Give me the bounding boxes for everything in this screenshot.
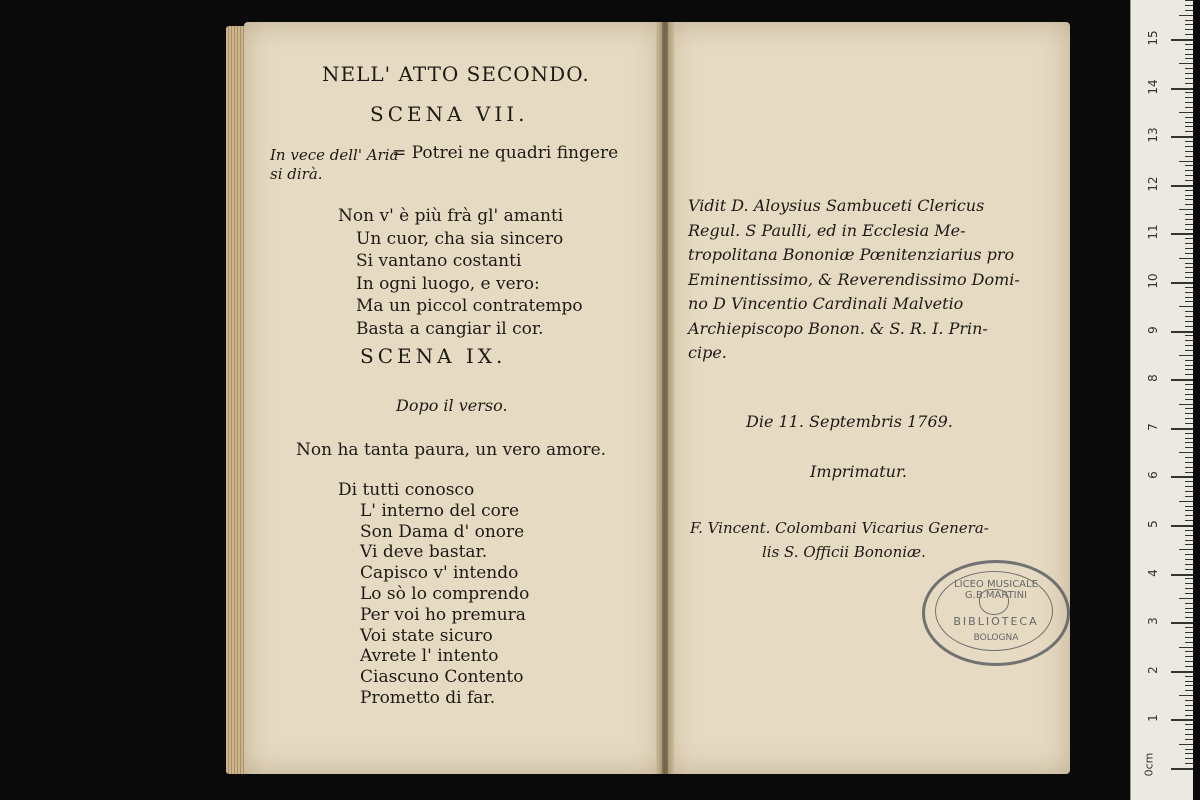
ruler-tick [1185, 588, 1193, 589]
ruler-tick [1171, 622, 1193, 624]
ruler-tick [1179, 404, 1193, 405]
approval-line: Eminentissimo, & Reverendissimo Domi- [688, 269, 1020, 289]
ruler-tick [1185, 151, 1193, 152]
ruler-tick [1185, 612, 1193, 613]
ruler-tick [1185, 49, 1193, 50]
ruler-tick [1185, 345, 1193, 346]
ruler-tick [1185, 705, 1193, 706]
ruler-tick [1185, 97, 1193, 98]
ruler-tick [1185, 311, 1193, 312]
ruler-tick [1185, 365, 1193, 366]
verse-line: Ma un piccol contratempo [356, 296, 583, 316]
ruler-label: 2 [1146, 665, 1160, 674]
ruler-tick [1185, 506, 1193, 507]
ruler-tick [1185, 510, 1193, 511]
ruler-tick [1185, 263, 1193, 264]
ruler-tick [1179, 598, 1193, 599]
ruler-tick [1185, 608, 1193, 609]
verse-block-2 [338, 480, 529, 709]
verse-line: Per voi ho premura [360, 604, 526, 625]
ruler-tick [1185, 238, 1193, 239]
verse-line: Capisco v' intendo [360, 563, 519, 584]
ruler-label: 9 [1146, 325, 1160, 334]
ruler-tick [1179, 647, 1193, 648]
ruler-tick [1185, 423, 1193, 424]
verse-line: Si vantano costanti [356, 251, 522, 271]
verse-line: Avrete l' intento [360, 646, 499, 667]
ruler-tick [1179, 63, 1193, 64]
ruler-tick [1185, 58, 1193, 59]
ruler-tick [1185, 10, 1193, 11]
ruler-tick [1185, 292, 1193, 293]
approval-line: tropolitana Bononiæ Pœnitenziarius pro [688, 245, 1015, 264]
ruler-tick [1185, 491, 1193, 492]
verse-line: Un cuor, cha sia sincero [356, 228, 564, 249]
ruler-tick [1185, 146, 1193, 147]
vicar-line: F. Vincent. Colombani Vicarius Genera- [690, 519, 989, 537]
ruler-tick [1185, 583, 1193, 584]
ruler-tick [1185, 316, 1193, 317]
ruler-tick [1185, 642, 1193, 643]
ruler-tick [1185, 617, 1193, 618]
ruler-tick [1185, 496, 1193, 497]
ruler-tick [1185, 175, 1193, 176]
ruler-tick [1185, 350, 1193, 351]
ruler-tick [1185, 554, 1193, 555]
verse-line: Vi deve bastar. [360, 542, 488, 563]
verse-line: In ogni luogo, e vero: [356, 273, 540, 294]
ruler-tick [1185, 715, 1193, 716]
ruler-tick [1185, 384, 1193, 385]
ruler-tick [1185, 690, 1193, 691]
ruler-tick [1185, 758, 1193, 759]
vicar-line: lis S. Officii Bononiæ. [762, 543, 926, 561]
ruler-tick [1185, 438, 1193, 439]
ruler-tick [1185, 0, 1193, 1]
vicar-signature-block [690, 516, 989, 564]
ruler-label: 11 [1146, 224, 1160, 241]
ruler-tick [1185, 107, 1193, 108]
ruler-tick [1185, 24, 1193, 25]
ruler-tick [1179, 355, 1193, 356]
ruler-tick [1185, 248, 1193, 249]
ruler-tick [1185, 564, 1193, 565]
censor-approval-block [688, 194, 1050, 366]
ruler-tick [1185, 126, 1193, 127]
ruler-tick [1185, 229, 1193, 230]
ruler-tick [1185, 243, 1193, 244]
ruler-tick [1185, 44, 1193, 45]
ruler-tick [1185, 83, 1193, 84]
aria-note-title: = Potrei ne quadri fingere [392, 143, 619, 163]
verse-line: Lo sò lo comprendo [360, 583, 530, 604]
ruler-tick [1185, 559, 1193, 560]
ruler-tick [1179, 501, 1193, 502]
ruler-tick [1185, 78, 1193, 79]
ruler-tick [1171, 476, 1193, 478]
ruler-tick [1185, 700, 1193, 701]
book-gutter [656, 22, 674, 774]
ruler-label: 5 [1146, 520, 1160, 528]
ruler-tick [1171, 379, 1193, 381]
ruler-tick [1185, 685, 1193, 686]
ruler-tick [1185, 335, 1193, 336]
ruler-label: 4 [1146, 568, 1160, 577]
ruler-tick [1185, 544, 1193, 545]
approval-line: Archiepiscopo Bonon. & S. R. I. Prin- [688, 318, 988, 338]
ruler-tick [1179, 744, 1193, 745]
ruler-label: 6 [1146, 471, 1160, 480]
ruler-tick [1185, 753, 1193, 754]
stamp-crest-icon [979, 589, 1009, 615]
ruler-tick [1185, 399, 1193, 400]
ruler-tick [1185, 122, 1193, 123]
ruler-tick [1185, 569, 1193, 570]
ruler-tick [1179, 549, 1193, 550]
ruler-tick [1185, 540, 1193, 541]
act-heading: NELL' ATTO SECONDO. [322, 62, 590, 86]
ruler-tick [1179, 209, 1193, 210]
ruler-tick [1185, 413, 1193, 414]
ruler-tick [1185, 190, 1193, 191]
ruler-label: 1 [1146, 714, 1160, 723]
verse-line: Ciascuno Contento [360, 667, 524, 688]
ruler-tick [1185, 267, 1193, 268]
ruler-tick [1185, 321, 1193, 322]
approval-line: Regul. S Paulli, ed in Ecclesia Me- [688, 220, 966, 240]
ruler-tick [1185, 165, 1193, 166]
ruler-tick [1179, 452, 1193, 453]
ruler-tick [1185, 666, 1193, 667]
ruler-tick [1171, 768, 1193, 770]
ruler-tick [1185, 141, 1193, 142]
ruler-label: 7 [1146, 422, 1160, 431]
ruler-tick [1185, 457, 1193, 458]
ruler-tick [1185, 433, 1193, 434]
ruler-tick [1185, 20, 1193, 21]
ruler-tick [1185, 102, 1193, 103]
ruler-tick [1171, 282, 1193, 284]
ruler-tick [1171, 574, 1193, 576]
ruler-tick [1185, 287, 1193, 288]
ruler-tick [1171, 719, 1193, 721]
ruler-tick [1185, 710, 1193, 711]
approval-date: Die 11. Septembris 1769. [746, 412, 953, 431]
imprimatur-label: Imprimatur. [810, 462, 907, 481]
ruler-tick [1185, 603, 1193, 604]
ruler-tick [1185, 214, 1193, 215]
ruler-label: 13 [1146, 127, 1160, 143]
ruler-tick [1185, 156, 1193, 157]
verse-line: Son Dama d' onore [360, 521, 525, 542]
verse-line: Voi state sicuro [360, 625, 493, 646]
ruler-tick [1185, 301, 1193, 302]
ruler-tick [1185, 661, 1193, 662]
ruler-tick [1179, 161, 1193, 162]
ruler-tick [1185, 729, 1193, 730]
ruler-tick [1185, 340, 1193, 341]
ruler-label: 15 [1146, 30, 1160, 46]
ruler-tick [1185, 462, 1193, 463]
ruler-label: 8 [1146, 374, 1160, 383]
ruler-tick [1185, 54, 1193, 55]
ruler-tick [1185, 68, 1193, 69]
ruler-tick [1171, 331, 1193, 333]
verse-line: L' interno del core [360, 500, 520, 521]
ruler-tick [1185, 389, 1193, 390]
ruler-tick [1185, 578, 1193, 579]
verse-line: Non v' è più frà gl' amanti [338, 206, 564, 226]
aria-note-line2: si dirà. [270, 165, 323, 183]
aria-note-line1: In vece dell' Aria [270, 146, 399, 164]
ruler-tick [1185, 5, 1193, 6]
ruler-tick [1185, 224, 1193, 225]
scene-vii-heading: SCENA VII. [370, 102, 529, 126]
ruler-tick [1185, 117, 1193, 118]
verse-line: Di tutti conosco [338, 480, 475, 500]
ruler-tick [1185, 374, 1193, 375]
measuring-ruler [1130, 0, 1193, 800]
ruler-tick [1185, 297, 1193, 298]
ruler-tick [1185, 394, 1193, 395]
ruler-tick [1171, 671, 1193, 673]
ruler-tick [1185, 632, 1193, 633]
verse-line: Basta a cangiar il cor. [356, 318, 544, 339]
ruler-tick [1185, 520, 1193, 521]
ruler-tick [1185, 676, 1193, 677]
ruler-tick [1185, 681, 1193, 682]
ruler-tick [1185, 277, 1193, 278]
ruler-tick [1185, 515, 1193, 516]
ruler-tick [1185, 637, 1193, 638]
ruler-tick [1171, 428, 1193, 430]
ruler-tick [1185, 253, 1193, 254]
ruler-tick [1179, 15, 1193, 16]
ruler-tick [1185, 204, 1193, 205]
ruler-tick [1185, 369, 1193, 370]
ruler-tick [1171, 185, 1193, 187]
ruler-tick [1185, 408, 1193, 409]
ruler-tick [1185, 656, 1193, 657]
ruler-tick [1179, 258, 1193, 259]
ruler-tick [1171, 525, 1193, 527]
ruler-tick [1185, 29, 1193, 30]
library-stamp [922, 560, 1070, 666]
ruler-tick [1185, 739, 1193, 740]
ruler-tick [1185, 651, 1193, 652]
stamp-middle-text: BIBLIOTECA [953, 615, 1039, 628]
ruler-label: 12 [1146, 176, 1160, 192]
ruler-tick [1185, 486, 1193, 487]
ruler-tick [1185, 763, 1193, 764]
ruler-label: 10 [1146, 273, 1160, 289]
ruler-unit-label: 0cm [1142, 752, 1156, 777]
ruler-tick [1179, 306, 1193, 307]
ruler-tick [1185, 34, 1193, 35]
ruler-tick [1185, 272, 1193, 273]
ruler-tick [1185, 219, 1193, 220]
ruler-tick [1185, 593, 1193, 594]
ruler-label: 14 [1146, 78, 1160, 95]
recitative-line: Non ha tanta paura, un vero amore. [296, 440, 607, 460]
ruler-tick [1185, 199, 1193, 200]
ruler-tick [1179, 112, 1193, 113]
ruler-tick [1185, 535, 1193, 536]
ruler-tick [1185, 734, 1193, 735]
approval-line: Vidit D. Aloysius Sambuceti Clericus [688, 196, 985, 215]
ruler-tick [1171, 39, 1193, 41]
stamp-top-text: LICEO MUSICALE G.B.MARTINI [954, 579, 1038, 601]
ruler-tick [1185, 180, 1193, 181]
ruler-tick [1185, 442, 1193, 443]
ruler-tick [1185, 170, 1193, 171]
ruler-tick [1185, 418, 1193, 419]
verse-block-1 [338, 205, 583, 340]
ruler-label: 3 [1146, 617, 1160, 626]
ruler-tick [1185, 472, 1193, 473]
ruler-tick [1179, 695, 1193, 696]
ruler-tick [1185, 467, 1193, 468]
ruler-tick [1171, 136, 1193, 138]
ruler-tick [1185, 326, 1193, 327]
ruler-tick [1185, 481, 1193, 482]
ruler-tick [1185, 749, 1193, 750]
ruler-tick [1185, 724, 1193, 725]
stage-direction: Dopo il verso. [396, 396, 508, 415]
scene-ix-heading: SCENA IX. [360, 344, 507, 368]
verse-line: Prometto di far. [360, 687, 496, 708]
ruler-tick [1185, 92, 1193, 93]
ruler-tick [1171, 88, 1193, 90]
ruler-tick [1185, 530, 1193, 531]
ruler-tick [1185, 627, 1193, 628]
ruler-tick [1185, 131, 1193, 132]
approval-line: cipe. [688, 343, 727, 362]
ruler-tick [1185, 195, 1193, 196]
ruler-tick [1185, 73, 1193, 74]
ruler-tick [1185, 360, 1193, 361]
stamp-bottom-text: BOLOGNA [973, 633, 1019, 643]
ruler-tick [1185, 447, 1193, 448]
approval-line: no D Vincentio Cardinali Malvetio [688, 294, 964, 313]
ruler-tick [1171, 233, 1193, 235]
